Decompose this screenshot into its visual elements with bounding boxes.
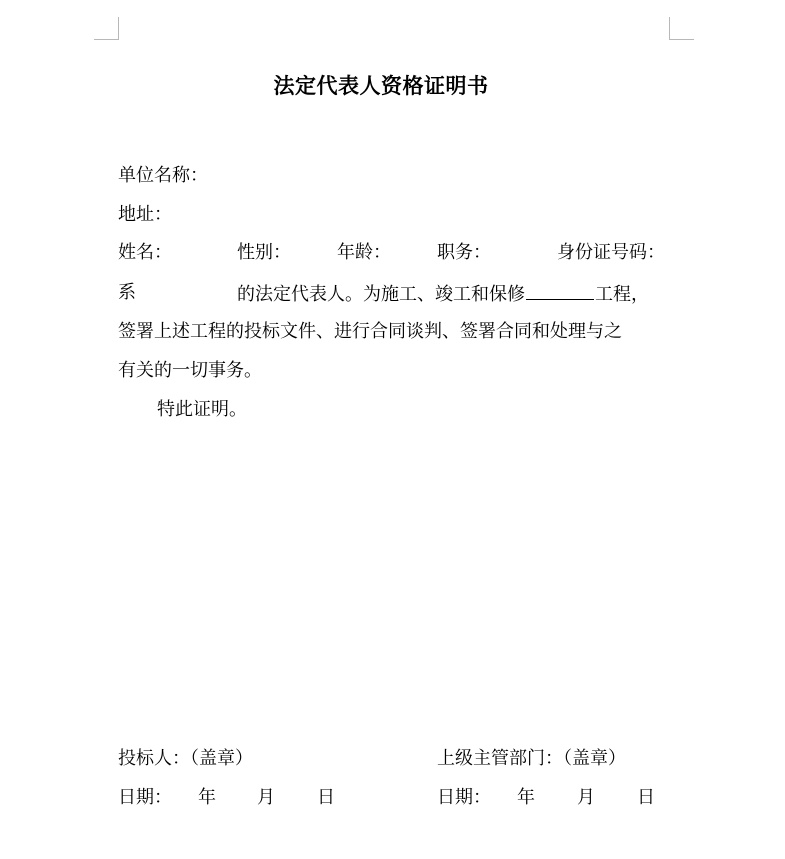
bidder-date-year: 年 [198,787,216,808]
line4-suffix: 工程， [595,284,649,305]
dept-date-day: 日 [637,787,655,808]
dept-seal-label: 上级主管部门：（盖章） [437,748,626,769]
bidder-date-month: 月 [257,787,275,808]
project-blank [526,281,594,300]
bidder-date-day: 日 [317,787,335,808]
id-number-label: 身份证号码： [557,242,665,263]
line4-body: 的法定代表人。为施工、竣工和保修 [237,284,525,305]
name-label: 姓名： [118,242,172,263]
dept-date-month: 月 [577,787,595,808]
gender-label: 性别： [237,242,291,263]
dept-date-year: 年 [517,787,535,808]
document-title: 法定代表人资格证明书 [273,74,489,98]
age-label: 年龄： [337,242,391,263]
line4-prefix: 系 [118,282,136,303]
bidder-seal-label: 投标人：（盖章） [118,748,253,769]
margin-mark-top-right [669,17,694,40]
certify-text: 特此证明。 [157,399,247,420]
dept-date-label: 日期： [437,787,491,808]
position-label: 职务： [437,242,491,263]
line5-text: 签署上述工程的投标文件、进行合同谈判、签署合同和处理与之 [118,321,622,342]
unit-name-label: 单位名称： [118,165,208,186]
line4-text [237,281,649,307]
line6-text: 有关的一切事务。 [118,360,262,381]
margin-mark-top-left [94,17,119,40]
address-label: 地址： [118,204,172,225]
bidder-date-label: 日期： [118,787,172,808]
